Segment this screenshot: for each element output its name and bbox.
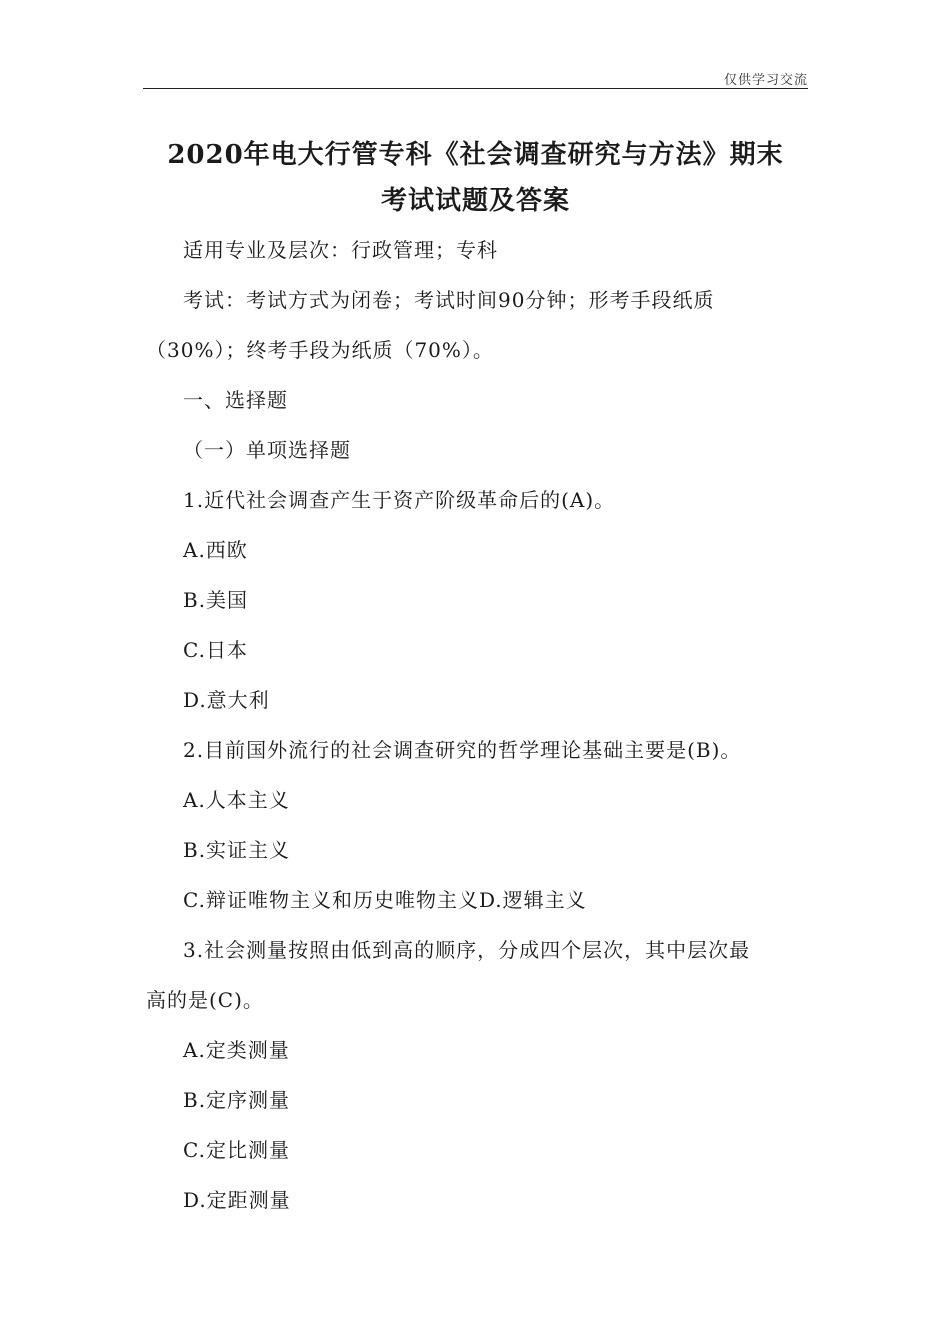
- question-3-option-a: A.定类测量: [183, 1038, 290, 1062]
- question-3-continued: 高的是(C)。: [146, 988, 264, 1012]
- question-3: 3.社会测量按照由低到高的顺序，分成四个层次，其中层次最: [183, 938, 751, 962]
- exam-info: 考试：考试方式为闭卷；考试时间90分钟；形考手段纸质: [183, 288, 715, 312]
- page-header: [143, 66, 808, 89]
- question-2-option-a: A.人本主义: [183, 788, 290, 812]
- document-title: [143, 132, 808, 224]
- question-1-option-b: B.美国: [183, 588, 249, 612]
- question-1-option-d: D.意大利: [183, 688, 270, 712]
- subsection-heading: （一）单项选择题: [183, 438, 351, 462]
- header-text: 仅供学习交流: [723, 73, 808, 88]
- exam-info-continued: （30%）；终考手段为纸质（70%）。: [146, 338, 494, 362]
- title-line-2: 考试试题及答案: [380, 186, 570, 216]
- title-line-1: 2020年电大行管专科《社会调查研究与方法》期末: [167, 140, 784, 170]
- question-1-option-c: C.日本: [183, 638, 248, 662]
- applicable-major: 适用专业及层次：行政管理；专科: [183, 238, 498, 262]
- question-3-option-d: D.定距测量: [183, 1188, 291, 1212]
- question-2: 2.目前国外流行的社会调查研究的哲学理论基础主要是(B)。: [183, 738, 742, 762]
- question-1: 1.近代社会调查产生于资产阶级革命后的(A)。: [183, 488, 616, 512]
- question-2-option-cd: C.辩证唯物主义和历史唯物主义D.逻辑主义: [183, 888, 587, 912]
- question-3-option-c: C.定比测量: [183, 1138, 290, 1162]
- section-heading: 一、选择题: [183, 388, 288, 412]
- question-2-option-b: B.实证主义: [183, 838, 291, 862]
- question-3-option-b: B.定序测量: [183, 1088, 291, 1112]
- question-1-option-a: A.西欧: [183, 538, 248, 562]
